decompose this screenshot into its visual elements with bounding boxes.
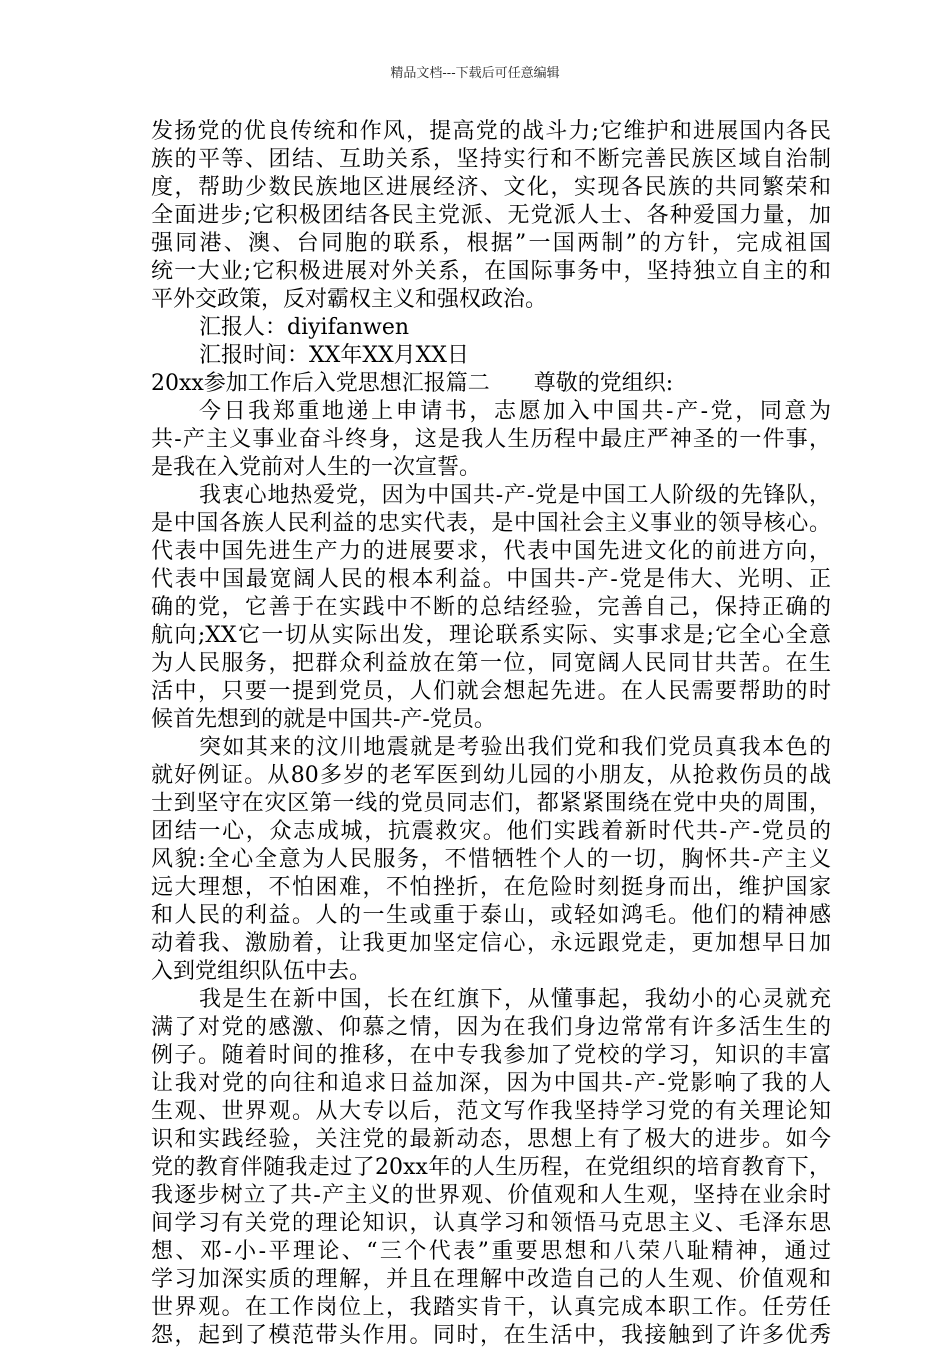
- text-line: 入到党组织队伍中去。: [151, 959, 372, 984]
- text-line: 代表中国先进生产力的进展要求，代表中国先进文化的前进方向，: [151, 539, 831, 564]
- text-line: 突如其来的汶川地震就是考验出我们党和我们党员真我本色的: [199, 735, 831, 760]
- text-line: 怨，起到了模范带头作用。同时，在生活中，我接触到了许多优秀: [151, 1323, 831, 1348]
- text-line: 度，帮助少数民族地区进展经济、文化，实现各民族的共同繁荣和: [151, 175, 831, 200]
- text-line: 我逐步树立了共-产主义的世界观、价值观和人生观，坚持在业余时: [151, 1183, 831, 1208]
- text-line: 候首先想到的就是中国共-产-党员。: [151, 707, 496, 732]
- text-line: 为人民服务，把群众利益放在第一位，同宽阔人民同甘共苦。在生: [151, 651, 831, 676]
- text-line: 活中，只要一提到党员，人们就会想起先进。在人民需要帮助的时: [151, 679, 831, 704]
- text-line: 士到坚守在灾区第一线的党员同志们，都紧紧围绕在党中央的周围，: [151, 791, 831, 816]
- page-header: 精品文档---下载后可任意编辑: [390, 66, 560, 81]
- text-line: 例子。随着时间的推移，在中专我参加了党校的学习，知识的丰富: [151, 1043, 831, 1068]
- text-line: 今日我郑重地递上申请书，志愿加入中国共-产-党，同意为: [199, 399, 831, 424]
- text-line: 学习加深实质的理解，并且在理解中改造自己的人生观、价值观和: [151, 1267, 831, 1292]
- text-line: 间学习有关党的理论知识，认真学习和领悟马克思主义、毛泽东思: [151, 1211, 831, 1236]
- text-line: 团结一心，众志成城，抗震救灾。他们实践着新时代共-产-党员的: [151, 819, 831, 844]
- text-line: 是中国各族人民利益的忠实代表，是中国社会主义事业的领导核心。: [151, 511, 831, 536]
- text-line: 满了对党的感激、仰慕之情，因为在我们身边常常有许多活生生的: [151, 1015, 831, 1040]
- text-line: 生观、世界观。从大专以后，范文写作我坚持学习党的有关理论知: [151, 1099, 831, 1124]
- document-body: [151, 118, 831, 1350]
- text-line: 是我在入党前对人生的一次宣誓。: [151, 455, 482, 480]
- text-line: 汇报时间：XX年XX月XX日: [199, 343, 469, 368]
- text-line: 我是生在新中国，长在红旗下，从懂事起，我幼小的心灵就充: [199, 987, 831, 1012]
- text-line: 族的平等、团结、互助关系，坚持实行和不断完善民族区域自治制: [151, 147, 831, 172]
- text-line: 风貌:全心全意为人民服务，不惜牺牲个人的一切，胸怀共-产主义: [151, 847, 831, 872]
- text-line: 统一大业;它积极进展对外关系，在国际事务中，坚持独立自主的和: [151, 259, 831, 284]
- text-line: 平外交政策，反对霸权主义和强权政治。: [151, 287, 548, 312]
- text-line: 共-产主义事业奋斗终身，这是我人生历程中最庄严神圣的一件事，: [151, 427, 831, 452]
- text-line: 我衷心地热爱党，因为中国共-产-党是中国工人阶级的先锋队，: [199, 483, 831, 508]
- text-line: 发扬党的优良传统和作风，提高党的战斗力;它维护和进展国内各民: [151, 119, 831, 144]
- text-line: 20xx参加工作后入党思想汇报篇二 尊敬的党组织:: [151, 371, 674, 396]
- text-line: 航向;XX它一切从实际出发，理论联系实际、实事求是;它全心全意: [151, 623, 831, 648]
- text-line: 强同港、澳、台同胞的联系，根据”一国两制”的方针，完成祖国: [151, 231, 831, 256]
- text-line: 汇报人：diyifanwen: [199, 315, 410, 340]
- text-line: 识和实践经验，关注党的最新动态，思想上有了极大的进步。如今: [151, 1127, 831, 1152]
- text-line: 确的党，它善于在实践中不断的总结经验，完善自己，保持正确的: [151, 595, 831, 620]
- text-line: 想、邓-小-平理论、“三个代表”重要思想和八荣八耻精神，通过: [151, 1239, 831, 1264]
- text-line: 全面进步;它积极团结各民主党派、无党派人士、各种爱国力量，加: [151, 203, 831, 228]
- text-line: 就好例证。从80多岁的老军医到幼儿园的小朋友，从抢救伤员的战: [151, 763, 831, 788]
- text-line: 代表中国最宽阔人民的根本利益。中国共-产-党是伟大、光明、正: [151, 567, 831, 592]
- text-line: 远大理想，不怕困难，不怕挫折，在危险时刻挺身而出，维护国家: [151, 875, 831, 900]
- text-line: 和人民的利益。人的一生或重于泰山，或轻如鸿毛。他们的精神感: [151, 903, 831, 928]
- text-line: 动着我、激励着，让我更加坚定信心，永远跟党走，更加想早日加: [151, 931, 831, 956]
- text-line: 党的教育伴随我走过了20xx年的人生历程，在党组织的培育教育下，: [151, 1155, 831, 1180]
- text-line: 让我对党的向往和追求日益加深，因为中国共-产-党影响了我的人: [151, 1071, 831, 1096]
- text-line: 世界观。在工作岗位上，我踏实肯干，认真完成本职工作。任劳任: [151, 1295, 831, 1320]
